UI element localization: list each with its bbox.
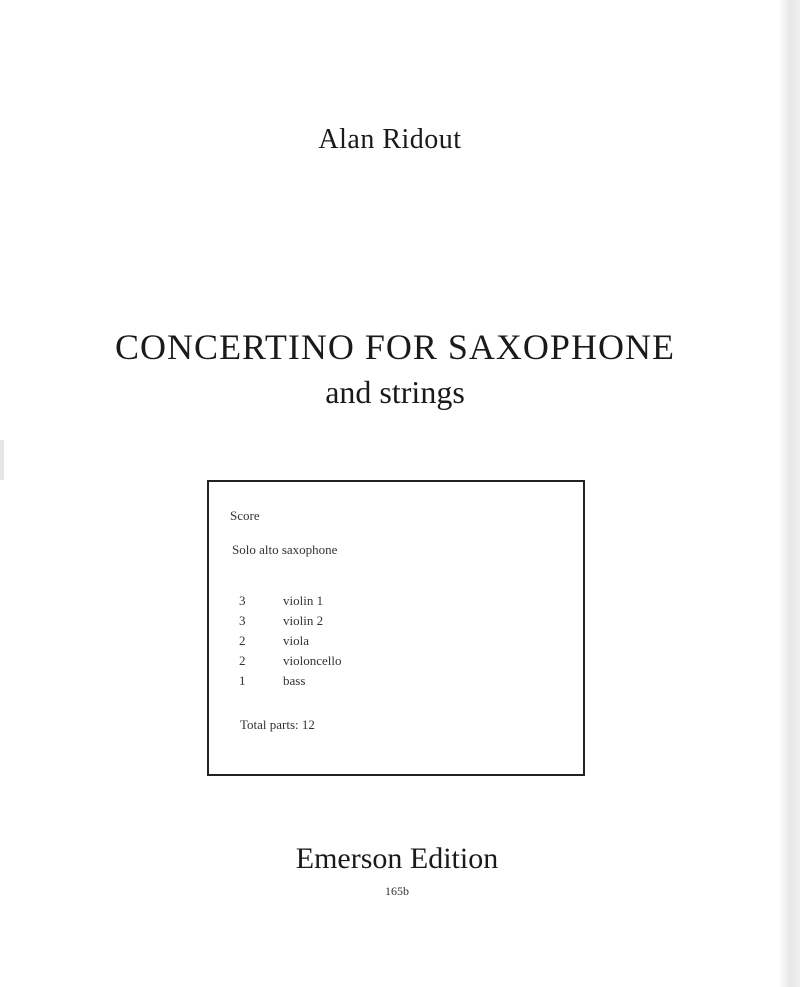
box-border-bottom <box>207 774 585 776</box>
part-instrument: bass <box>283 673 306 688</box>
page-edge-mark <box>0 440 4 480</box>
part-row <box>239 613 323 629</box>
part-row <box>239 653 342 669</box>
part-count: 1 <box>239 673 246 688</box>
score-label: Score <box>230 508 260 523</box>
parts-box <box>207 480 585 776</box>
solo-label: Solo alto saxophone <box>232 542 338 557</box>
work-title: CONCERTINO FOR SAXOPHONE <box>115 327 675 367</box>
box-border-left <box>207 480 209 776</box>
box-border-top <box>207 480 585 482</box>
box-border-right <box>583 480 585 776</box>
part-count: 2 <box>239 633 246 648</box>
part-row <box>239 593 323 609</box>
catalog-number: 165b <box>385 884 409 898</box>
part-instrument: violoncello <box>283 653 342 668</box>
part-row <box>239 633 309 649</box>
part-count: 2 <box>239 653 246 668</box>
part-instrument: violin 2 <box>283 613 324 628</box>
page-edge-shadow <box>778 0 800 987</box>
part-instrument: viola <box>283 633 309 648</box>
part-row <box>239 673 305 689</box>
work-subtitle: and strings <box>325 374 465 410</box>
publisher-name: Emerson Edition <box>295 842 499 875</box>
part-count: 3 <box>239 593 246 608</box>
total-parts: Total parts: 12 <box>240 717 315 732</box>
composer-name: Alan Ridout <box>318 124 462 155</box>
part-instrument: violin 1 <box>283 593 324 608</box>
part-count: 3 <box>239 613 246 628</box>
